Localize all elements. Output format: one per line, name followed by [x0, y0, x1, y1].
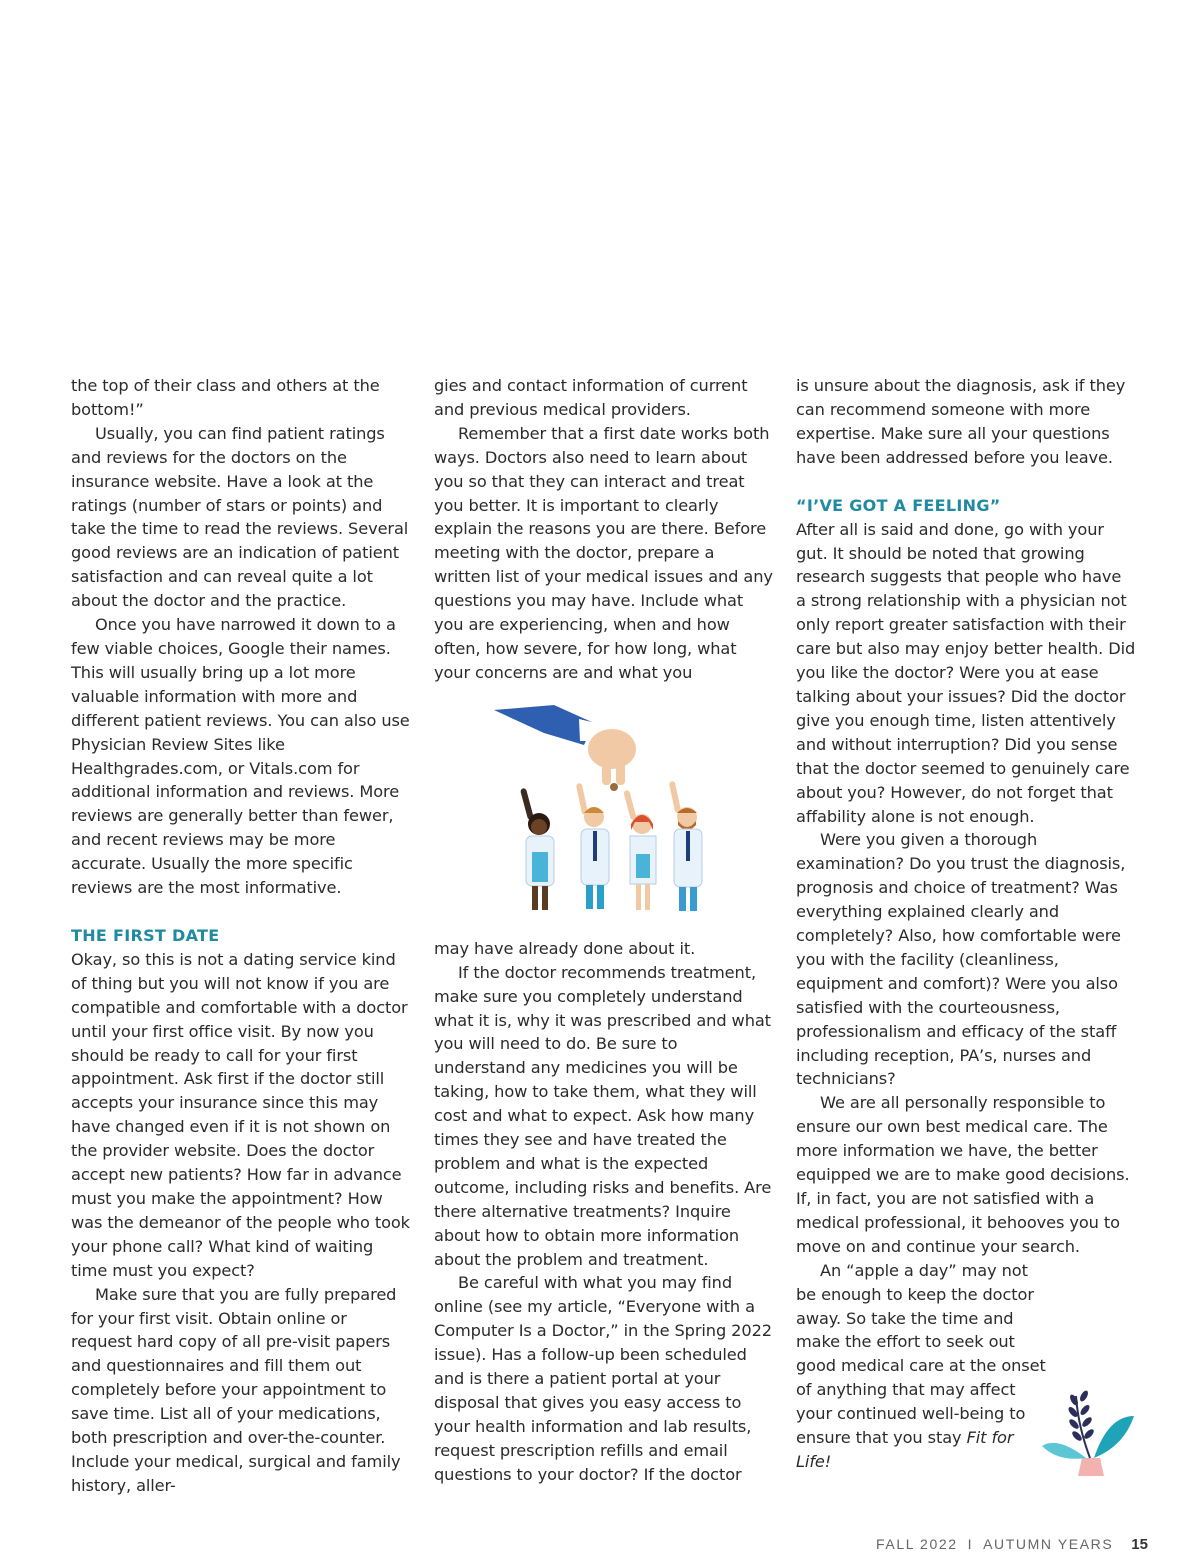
paragraph: gies and contact information of current and previous medical providers.	[434, 376, 748, 419]
fit-for-life-text: Fit for Life!	[796, 1428, 1014, 1471]
paragraph: Once you have narrowed it down to a few viable choices, Google their names. This will usually bring up a lot more valuable information with more and different patient reviews. You can also use Physician Review Sites like Healthgrades.com, or Vitals.com for additional information and reviews. More reviews are generally better than fewer, and recent reviews may be more accurate. Usually the more specific reviews are the most informative.	[71, 615, 410, 898]
doctors-choice-image	[484, 705, 714, 925]
magazine-name: AUTUMN YEARS	[983, 1536, 1114, 1552]
issue-label: FALL 2022	[876, 1536, 958, 1552]
plant-icon	[1038, 1386, 1138, 1478]
paragraph: the top of their class and others at the bottom!”	[71, 376, 380, 419]
paragraph: may have already done about it.	[434, 938, 696, 958]
page-number: 15	[1131, 1536, 1148, 1553]
paragraph: Usually, you can find patient ratings and reviews for the doctors on the insurance website. Have a look at the ratings (number of stars or points) and take the time to read the reviews. Several good reviews are an indication of patient satisfaction and can reveal quite a lot about the doctor and the practice.	[71, 423, 409, 611]
column-3	[796, 374, 1136, 1474]
paragraph: Were you given a thorough examination? Do you trust the diagnosis, prognosis and choice of treatment? Was everything explained clearly and completely? Also, how comfortable were you with the facility (cleanliness, equipment and comfort)? Were you also satisfied with the courteousness, professionalism and efficacy of the staff including reception, PA’s, nurses and technicians?	[796, 830, 1126, 1089]
page-footer	[876, 1536, 1148, 1553]
column-2	[434, 374, 774, 1487]
paragraph: Remember that a first date works both ways. Doctors also need to learn about you so that they can interact and treat you better. It is important to clearly explain the reasons you are there. Before meeting with the doctor, prepare a written list of your medical issues and any questions you may have. Include what you are experiencing, when and how often, how severe, for how long, what your concerns are and what you	[434, 423, 773, 682]
paragraph: If the doctor recommends treatment, make sure you completely understand what it is, why it was prescribed and what you will need to do. Be sure to understand any medicines you will be taking, how to take them, what they will cost and what to expect. Ask how many times they see and have treated the problem and what is the expected outcome, including risks and benefits. Are there alternative treatments? Inquire about how to obtain more information about the problem and treatment.	[434, 962, 772, 1269]
section-heading-first-date: THE FIRST DATE	[71, 925, 220, 945]
paragraph: Okay, so this is not a dating service kind of thing but you will not know if you are compatible and comfortable with a doctor until your first office visit. By now you should be ready to call for your first appointment. Ask first if the doctor still accepts your insurance since this may have changed even if it is not shown on the provider website. Does the doctor accept new patients? How far in advance must you make the appointment? How was the demeanor of the people who took your phone call? What kind of waiting time must you expect?	[71, 949, 410, 1280]
paragraph: We are all personally responsible to ensure our own best medical care. The more information we have, the better equipped we are to make good decisions. If, in fact, you are not satisfied with a medical professional, it behooves you to move on and continue your search.	[796, 1093, 1130, 1256]
section-heading-feeling: “I’VE GOT A FEELING”	[796, 495, 1001, 515]
paragraph: Make sure that you are fully prepared for your first visit. Obtain online or request hard copy of all pre-visit papers and questionnaires and fill them out completely before your appointment to save time. List all of your medications, both prescription and over-the-counter. Include your medical, surgical and family history, aller-	[71, 1284, 401, 1495]
closing-text: An “apple a day” may not be enough to keep the doctor away. So take the time and make the effort to seek out good medical care at the onset of anything that may affect your continued well-being to ensure that you stay	[796, 1260, 1046, 1448]
paragraph: is unsure about the diagnosis, ask if they can recommend someone with more expertise. Make sure all your questions have been addressed before you leave.	[796, 376, 1126, 467]
column-1	[71, 374, 411, 1498]
paragraph: Be careful with what you may find online (see my article, “Everyone with a Computer Is a Doctor,” in the Spring 2022 issue). Has a follow-up been scheduled and is there a patient portal at your disposal that gives you easy access to your health information and lab results, request prescription refills and email questions to your doctor? If the doctor	[434, 1273, 772, 1484]
doctors-illustration	[434, 693, 774, 937]
paragraph: After all is said and done, go with your gut. It should be noted that growing research suggests that people who have a strong relationship with a physician not only report greater satisfaction with their care but also may enjoy better health. Did you like the doctor? Were you at ease talking about your issues? Did the doctor give you enough time, listen attentively and without interruption? Did you sense that the doctor seemed to genuinely care about you? However, do not forget that affability alone is not enough.	[796, 519, 1136, 826]
footer-separator: I	[967, 1536, 974, 1552]
